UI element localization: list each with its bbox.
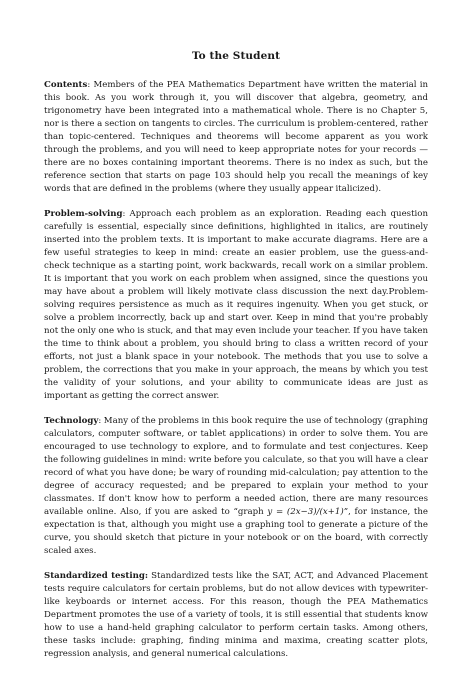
- contents-body: : Members of the PEA Mathematics Department have written the material in this book. As you work through it, you will discover that algebra, geometry, and trigonometry have been integrated into a mathematical whole. There is no Chapter 5, nor is there a section on tangents to circles. The curriculum is problem-centered, rather than topic-centered. Techniques and theorems will become apparent as you work through the problems, and you will need to keep appropriate notes for your records — there are no boxes containing important theorems. There is no index as such, but the reference section that starts on page 103 should help you recall the meanings of key words that are defined in the problems (where they usually appear italicized).: [44, 80, 428, 194]
- page-title: To the Student: [191, 50, 281, 62]
- technology-heading: Technology: [44, 416, 99, 426]
- document-page: [44, 50, 428, 673]
- problem-solving-heading: Problem-solving: [44, 209, 123, 219]
- technology-paragraph: [44, 415, 428, 558]
- graph-equation: y = (2x−3)/(x+1): [267, 507, 344, 517]
- contents-heading: Contents: [44, 80, 88, 90]
- technology-body-after: ”, for instance, the expectation is that, although you might use a graphing tool to generate a picture of the curve, you should sketch that picture in your notebook or on the board, with correctly scaled axes.: [44, 507, 428, 556]
- standardized-testing-body: Standardized tests like the SAT, ACT, and Advanced Placement tests require calculators for certain problems, but do not allow devices with typewriter-like keyboards or internet access. For this reason, though the PEA Mathematics Department promotes the use of a variety of tools, it is still essential that students know how to use a hand-held graphing calculator to perform certain tasks. Among others, these tasks include: graphing, finding minima and maxima, creating scatter plots, regression analysis, and general numerical calculations.: [44, 571, 428, 659]
- problem-solving-body: : Approach each problem as an exploration. Reading each question carefully is essential, especially since definitions, highlighted in italics, are routinely inserted into the problem texts. It is important to make accurate diagrams. Here are a few useful strategies to keep in mind: create an easier problem, use the guess-and-check technique as a starting point, work backwards, recall work on a similar problem. It is important that you work on each problem when assigned, since the questions you may have about a problem will likely motivate class discussion the next day.Problem-solving requires persistence as much as it requires ingenuity. When you get stuck, or solve a problem incorrectly, back up and start over. Keep in mind that you're probably not the only one who is stuck, and that may even include your teacher. If you have taken the time to think about a problem, you should bring to class a written record of your efforts, not just a blank space in your notebook. The methods that you use to solve a problem, the corrections that you make in your approach, the means by which you test the validity of your solutions, and your ability to communicate ideas are just as important as getting the correct answer.: [44, 209, 428, 401]
- standardized-testing-heading: Standardized testing:: [44, 571, 149, 581]
- problem-solving-paragraph: [44, 208, 428, 403]
- contents-paragraph: [44, 79, 428, 196]
- technology-body-before: : Many of the problems in this book require the use of technology (graphing calculators, computer software, or tablet applications) in order to solve them. You are encouraged to use technology to explore, and to formulate and test conjectures. Keep the following guidelines in mind: write before you calculate, so that you will have a clear record of what you have done; be wary of rounding mid-calculation; pay attention to the degree of accuracy requested; and be prepared to explain your method to your classmates. If don't know how to perform a needed action, there are many resources available online. Also, if you are asked to “graph: [44, 416, 428, 517]
- standardized-testing-paragraph: [44, 570, 428, 661]
